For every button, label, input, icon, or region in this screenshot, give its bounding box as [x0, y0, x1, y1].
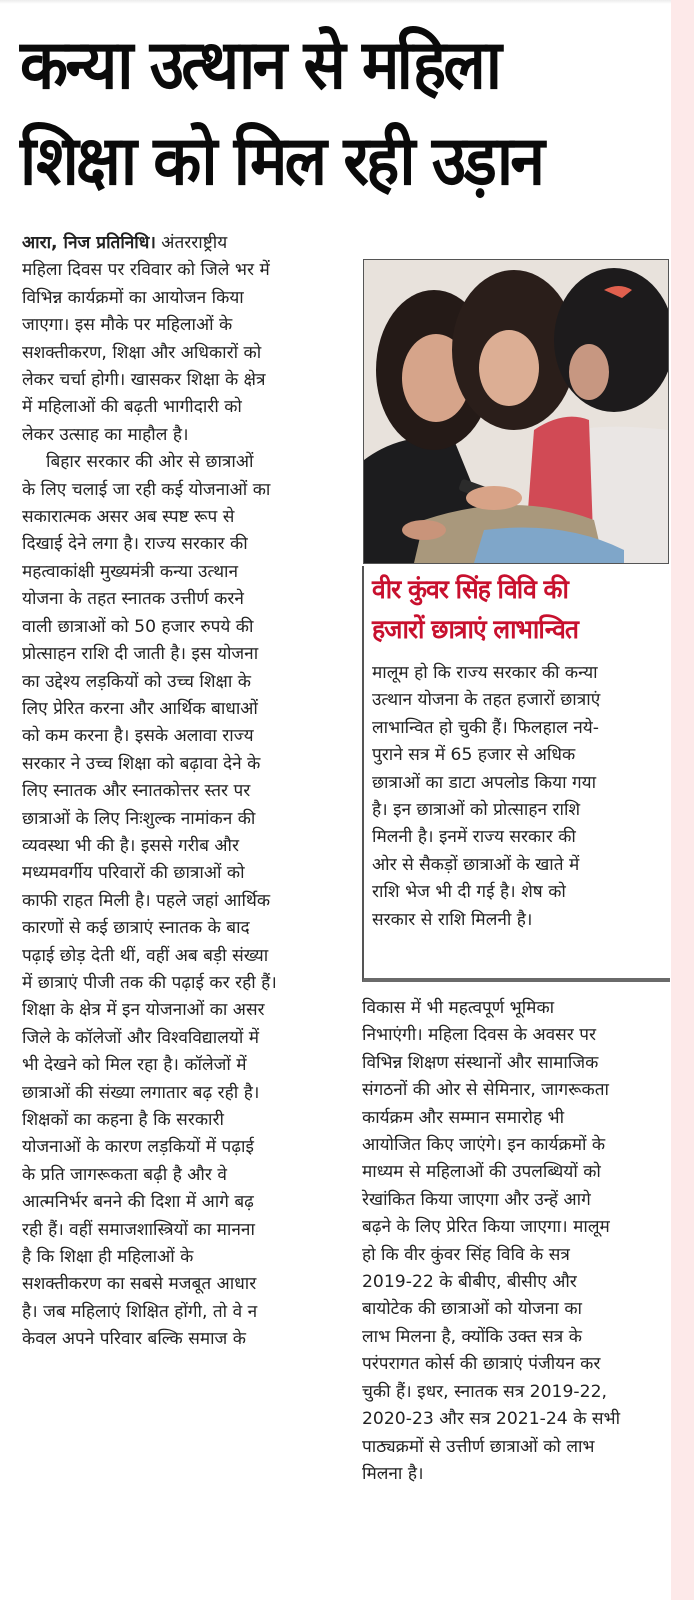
students-photo-illustration — [364, 260, 668, 563]
p1-line: लेकर उत्साह का माहौल है। — [22, 424, 189, 445]
dateline: आरा, निज प्रतिनिधि। — [22, 233, 156, 253]
right-column — [362, 995, 668, 1488]
sidebox-line: पुराने सत्र में 65 हजार से अधिक — [372, 745, 576, 766]
sidebox-headline-line-2: हजारों छात्राएं लाभान्वित — [372, 615, 579, 645]
r-line: रेखांकित किया जाएगा और उन्हें आगे — [362, 1189, 591, 1210]
p2-line: बिहार सरकार की ओर से छात्राओं — [46, 452, 254, 473]
r-line: विकास में भी महत्वपूर्ण भूमिका — [362, 998, 555, 1018]
r-line: 2019-22 के बीबीए, बीसीए और — [362, 1272, 577, 1293]
p2-line: जिले के कॉलेजों और विश्वविद्यालयों में — [22, 1027, 260, 1048]
p2-line: सकारात्मक असर अब स्पष्ट रूप से — [22, 507, 235, 528]
r-line: कार्यक्रम और सम्मान समारोह भी — [362, 1107, 565, 1128]
p1-line: में महिलाओं की बढ़ती भागीदारी को — [22, 397, 242, 418]
sidebox-line: मालूम हो कि राज्य सरकार की कन्या — [372, 663, 598, 683]
p2-line: कारणों से कई छात्राएं स्नातक के बाद — [22, 918, 250, 939]
p2-line: के प्रति जागरूकता बढ़ी है और वे — [22, 1164, 227, 1185]
p2-line: केवल अपने परिवार बल्कि समाज के — [22, 1329, 246, 1350]
p2-line: छात्राओं के लिए निःशुल्क नामांकन की — [22, 808, 256, 829]
r-line: बढ़ने के लिए प्रेरित किया जाएगा। मालूम — [362, 1217, 610, 1238]
p2-line: है। जब महिलाएं शिक्षित होंगी, तो वे न — [22, 1301, 258, 1322]
headline — [20, 18, 618, 210]
r-line: बायोटेक की छात्राओं को योजना का — [362, 1299, 582, 1320]
left-column — [22, 230, 331, 1354]
sidebar-story-box — [362, 566, 670, 982]
paragraph-2 — [22, 449, 331, 1353]
p2-line: आत्मनिर्भर बनने की दिशा में आगे बढ़ — [22, 1192, 254, 1213]
r-line: मिलना है। — [362, 1463, 424, 1484]
headline-line-1: कन्या उत्थान से महिला — [20, 26, 500, 105]
headline-line-2: शिक्षा को मिल रही उड़ान — [20, 122, 543, 201]
news-photo — [363, 259, 669, 564]
p2-line: लिए स्नातक और स्नातकोत्तर स्तर पर — [22, 781, 251, 802]
p1-line: महिला दिवस पर रविवार को जिले भर में — [22, 260, 270, 281]
p2-line: वाली छात्राओं को 50 हजार रुपये की — [22, 616, 254, 637]
r-line: माध्यम से महिलाओं की उपलब्धियों को — [362, 1162, 601, 1183]
p1-line: लेकर चर्चा होगी। खासकर शिक्षा के क्षेत्र — [22, 370, 266, 391]
p2-line: योजना के तहत स्नातक उत्तीर्ण करने — [22, 589, 244, 610]
paragraph-1 — [22, 230, 331, 449]
p1-line: सशक्तीकरण, शिक्षा और अधिकारों को — [22, 342, 262, 363]
p2-line: काफी राहत मिली है। पहले जहां आर्थिक — [22, 890, 271, 911]
p1-line-0: अंतरराष्ट्रीय — [155, 233, 228, 253]
p1-line: जाएगा। इस मौके पर महिलाओं के — [22, 315, 233, 336]
r-line: संगठनों की ओर से सेमिनार, जागरूकता — [362, 1080, 609, 1101]
r-line: परंपरागत कोर्स की छात्राएं पंजीयन कर — [362, 1354, 601, 1375]
p2-line: रही हैं। वहीं समाजशास्त्रियों का मानना — [22, 1219, 255, 1240]
p2-line: मध्यमवर्गीय परिवारों की छात्राओं को — [22, 863, 245, 884]
p2-line: में छात्राएं पीजी तक की पढ़ाई कर रही हैं। — [22, 972, 277, 993]
r-line: हो कि वीर कुंवर सिंह विवि के सत्र — [362, 1244, 570, 1265]
sidebox-line: छात्राओं का डाटा अपलोड किया गया — [372, 772, 597, 793]
sidebox-line: सरकार से राशि मिलनी है। — [372, 909, 533, 930]
sidebox-line: है। इन छात्राओं को प्रोत्साहन राशि — [372, 800, 581, 821]
r-line: लाभ मिलना है, क्योंकि उक्त सत्र के — [362, 1326, 582, 1347]
p2-line: दिखाई देने लगा है। राज्य सरकार की — [22, 534, 248, 555]
p2-line: भी देखने को मिल रहा है। कॉलेजों में — [22, 1055, 247, 1076]
r-line: पाठ्यक्रमों से उत्तीर्ण छात्राओं को लाभ — [362, 1436, 595, 1457]
p1-line: विभिन्न कार्यक्रमों का आयोजन किया — [22, 287, 244, 308]
r-line: निभाएंगी। महिला दिवस के अवसर पर — [362, 1025, 597, 1046]
p2-line: शिक्षा के क्षेत्र में इन योजनाओं का असर — [22, 1000, 265, 1021]
p2-line: शिक्षकों का कहना है कि सरकारी — [22, 1110, 224, 1130]
sidebox-line: ओर से सैकड़ों छात्राओं के खाते में — [372, 854, 580, 875]
page-margin-strip — [671, 0, 694, 1600]
sidebox-line: राशि भेज भी दी गई है। शेष को — [372, 882, 566, 903]
p2-line: प्रोत्साहन राशि दी जाती है। इस योजना — [22, 644, 259, 665]
p2-line: को कम करना है। इसके अलावा राज्य — [22, 726, 254, 747]
p2-line: सशक्तीकरण का सबसे मजबूत आधार — [22, 1274, 257, 1295]
p2-line: लिए प्रेरित करना और आर्थिक बाधाओं — [22, 698, 258, 719]
p2-line: महत्वाकांक्षी मुख्यमंत्री कन्या उत्थान — [22, 561, 239, 582]
p2-line: व्यवस्था भी की है। इससे गरीब और — [22, 835, 240, 856]
sidebox-headline-line-1: वीर कुंवर सिंह विवि की — [372, 575, 568, 605]
sidebox-line: लाभान्वित हो चुकी हैं। फिलहाल नये- — [372, 717, 599, 738]
sidebox-body — [372, 660, 662, 934]
sidebox-headline — [372, 570, 655, 650]
top-shadow — [0, 0, 671, 4]
r-line: विभिन्न शिक्षण संस्थानों और सामाजिक — [362, 1052, 599, 1073]
p2-line: के लिए चलाई जा रही कई योजनाओं का — [22, 479, 271, 500]
sidebox-line: मिलनी है। इनमें राज्य सरकार की — [372, 827, 576, 848]
p2-line: सरकार ने उच्च शिक्षा को बढ़ावा देने के — [22, 753, 261, 774]
p2-line: पढ़ाई छोड़ देती थीं, वहीं अब बड़ी संख्या — [22, 945, 269, 966]
sidebox-line: उत्थान योजना के तहत हजारों छात्राएं — [372, 690, 601, 711]
r-line: 2020-23 और सत्र 2021-24 के सभी — [362, 1409, 621, 1430]
p2-line: का उद्देश्य लड़कियों को उच्च शिक्षा के — [22, 671, 251, 692]
p2-line: है कि शिक्षा ही महिलाओं के — [22, 1247, 194, 1268]
r-line: चुकी हैं। इधर, स्नातक सत्र 2019-22, — [362, 1381, 607, 1402]
right-paragraph — [362, 995, 668, 1488]
p2-line: योजनाओं के कारण लड़कियों में पढ़ाई — [22, 1137, 254, 1158]
p2-line: छात्राओं की संख्या लगातार बढ़ रही है। — [22, 1082, 260, 1103]
r-line: आयोजित किए जाएंगे। इन कार्यक्रमों के — [362, 1135, 606, 1156]
